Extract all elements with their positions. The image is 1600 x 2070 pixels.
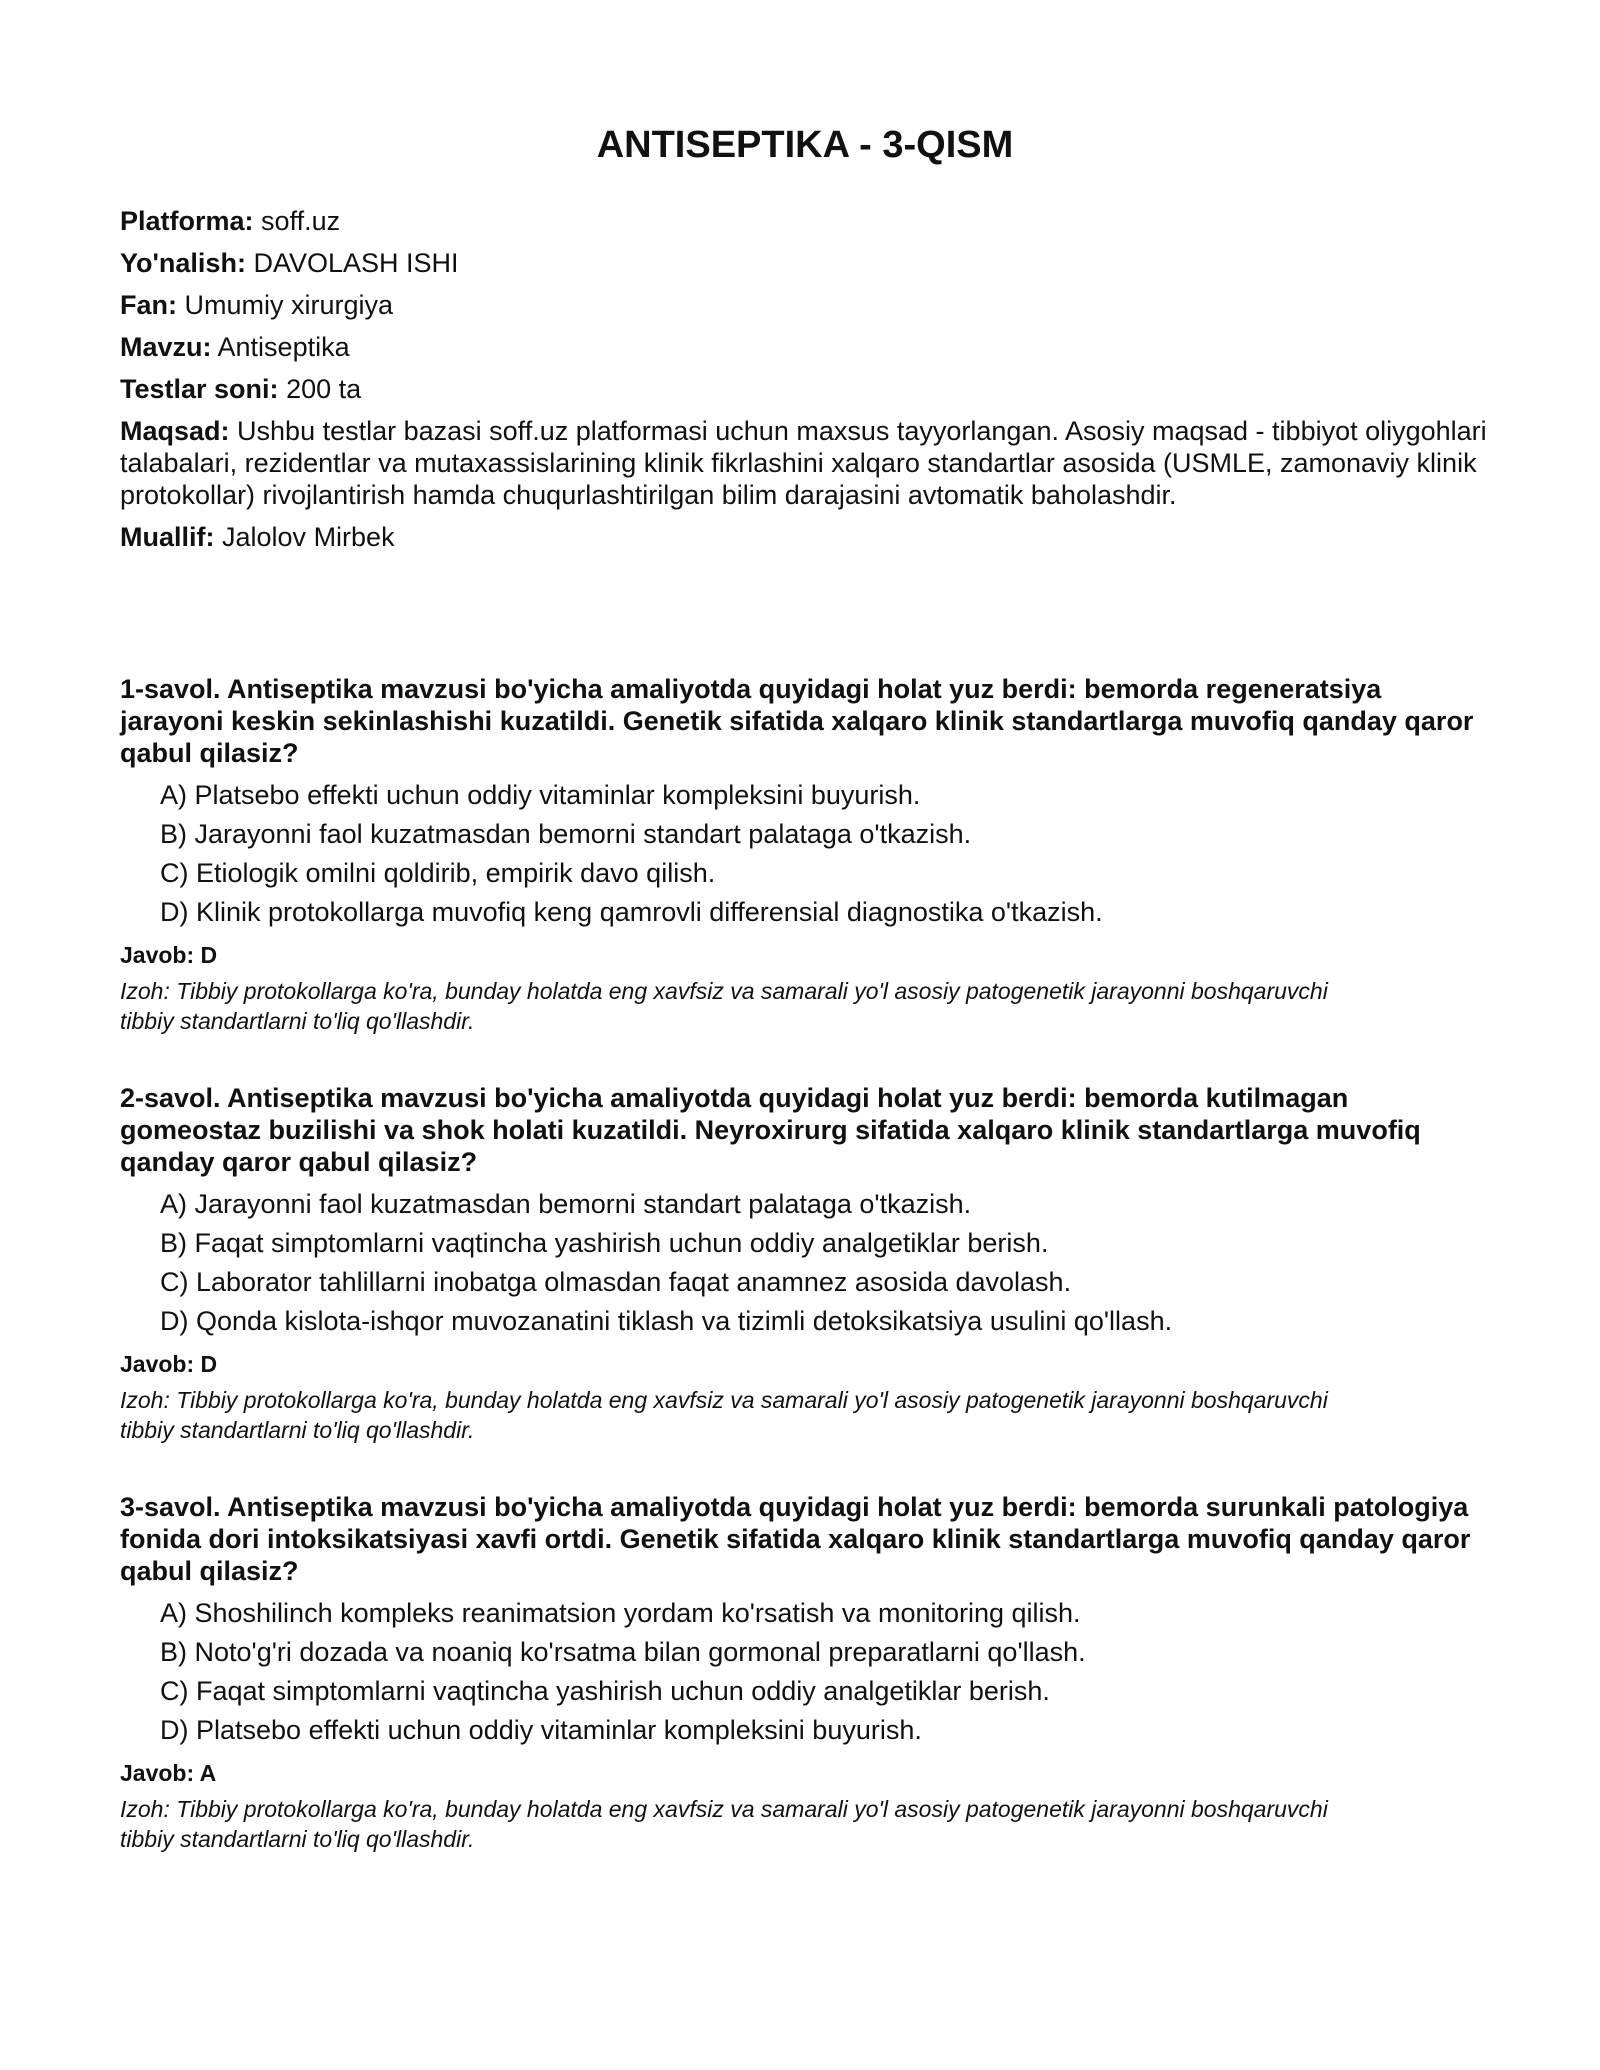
meta-platform: [120, 205, 1490, 237]
meta-topic: [120, 331, 1490, 363]
meta-label: Fan:: [120, 290, 177, 320]
answer-options: [120, 779, 1490, 928]
meta-direction: [120, 247, 1490, 279]
meta-value: Umumiy xirurgiya: [184, 290, 394, 320]
meta-purpose: [120, 415, 1490, 511]
option-b: B) Faqat simptomlarni vaqtincha yashirish uchun oddiy analgetiklar berish.: [160, 1228, 1049, 1258]
meta-value: Jalolov Mirbek: [222, 522, 395, 552]
meta-label: Maqsad:: [120, 416, 230, 446]
answer-options: [120, 1597, 1490, 1746]
option-d: D) Klinik protokollarga muvofiq keng qamrovli differensial diagnostika o'tkazish.: [160, 897, 1103, 927]
question-text: 1-savol. Antiseptika mavzusi bo'yicha amaliyotda quyidagi holat yuz berdi: bemorda regeneratsiya jarayoni keskin sekinlashishi kuzatildi. Genetik sifatida xalqaro klinik standartlarga muvofiq qanday qaror qabul qilasiz?: [120, 674, 1474, 768]
metadata-block: [120, 205, 1490, 563]
option-c: C) Faqat simptomlarni vaqtincha yashirish uchun oddiy analgetiklar berish.: [160, 1676, 1050, 1706]
meta-label: Mavzu:: [120, 332, 212, 362]
meta-label: Platforma:: [120, 206, 254, 236]
answer-options: [120, 1188, 1490, 1337]
answer-explanation: Izoh: Tibbiy protokollarga ko'ra, bunday holatda eng xavfsiz va samarali yo'l asosiy patogenetik jarayonni boshqaruvchi tibbiy standartlarni to'liq qo'llashdir.: [120, 1387, 1328, 1443]
meta-author: [120, 521, 1490, 553]
question-text: 2-savol. Antiseptika mavzusi bo'yicha amaliyotda quyidagi holat yuz berdi: bemorda kutilmagan gomeostaz buzilishi va shok holati kuzatildi. Neyroxirurg sifatida xalqaro klinik standartlarga muvofiq qanday qaror qabul qilasiz?: [120, 1083, 1421, 1177]
question-3: [120, 1491, 1490, 1854]
meta-value: soff.uz: [261, 206, 341, 236]
option-c: C) Laborator tahlillarni inobatga olmasdan faqat anamnez asosida davolash.: [160, 1267, 1072, 1297]
option-a: A) Platsebo effekti uchun oddiy vitaminlar kompleksini buyurish.: [160, 780, 921, 810]
answer-explanation: Izoh: Tibbiy protokollarga ko'ra, bunday holatda eng xavfsiz va samarali yo'l asosiy patogenetik jarayonni boshqaruvchi tibbiy standartlarni to'liq qo'llashdir.: [120, 1796, 1328, 1852]
question-2: [120, 1082, 1490, 1445]
option-b: B) Jarayonni faol kuzatmasdan bemorni standart palataga o'tkazish.: [160, 819, 972, 849]
meta-subject: [120, 289, 1490, 321]
meta-label: Muallif:: [120, 522, 215, 552]
option-d: D) Qonda kislota-ishqor muvozanatini tiklash va tizimli detoksikatsiya usulini qo'llash.: [160, 1306, 1173, 1336]
question-1: [120, 673, 1490, 1036]
option-b: B) Noto'g'ri dozada va noaniq ko'rsatma bilan gormonal preparatlarni qo'llash.: [160, 1637, 1086, 1667]
question-text: 3-savol. Antiseptika mavzusi bo'yicha amaliyotda quyidagi holat yuz berdi: bemorda surunkali patologiya fonida dori intoksikatsiyasi xavfi ortdi. Genetik sifatida xalqaro klinik standartlarga muvofiq qanday qaror qabul qilasiz?: [120, 1492, 1471, 1586]
option-d: D) Platsebo effekti uchun oddiy vitaminlar kompleksini buyurish.: [160, 1715, 922, 1745]
option-a: A) Jarayonni faol kuzatmasdan bemorni standart palataga o'tkazish.: [160, 1189, 972, 1219]
meta-value: Antiseptika: [217, 332, 350, 362]
questions-list: [120, 673, 1490, 1900]
option-c: C) Etiologik omilni qoldirib, empirik davo qilish.: [160, 858, 716, 888]
meta-label: Yo'nalish:: [120, 248, 246, 278]
document-title: ANTISEPTIKA - 3-QISM: [596, 124, 1014, 166]
meta-label: Testlar soni:: [120, 374, 279, 404]
correct-answer: Javob: A: [120, 1760, 217, 1786]
answer-explanation: Izoh: Tibbiy protokollarga ko'ra, bunday holatda eng xavfsiz va samarali yo'l asosiy patogenetik jarayonni boshqaruvchi tibbiy standartlarni to'liq qo'llashdir.: [120, 978, 1328, 1034]
meta-value: 200 ta: [286, 374, 362, 404]
meta-value: DAVOLASH ISHI: [253, 248, 459, 278]
correct-answer: Javob: D: [120, 942, 218, 968]
meta-value: Ushbu testlar bazasi soff.uz platformasi uchun maxsus tayyorlangan. Asosiy maqsad - tibbiyot oliygohlari talabalari, rezidentlar va mutaxassislarining klinik fikrlashini xalqaro standartlar asosida (USMLE, zamonaviy klinik protokollar) rivojlantirish hamda chuqurlashtirilgan bilim darajasini avtomatik baholashdir.: [120, 416, 1487, 510]
correct-answer: Javob: D: [120, 1351, 218, 1377]
option-a: A) Shoshilinch kompleks reanimatsion yordam ko'rsatish va monitoring qilish.: [160, 1598, 1081, 1628]
meta-test-count: [120, 373, 1490, 405]
